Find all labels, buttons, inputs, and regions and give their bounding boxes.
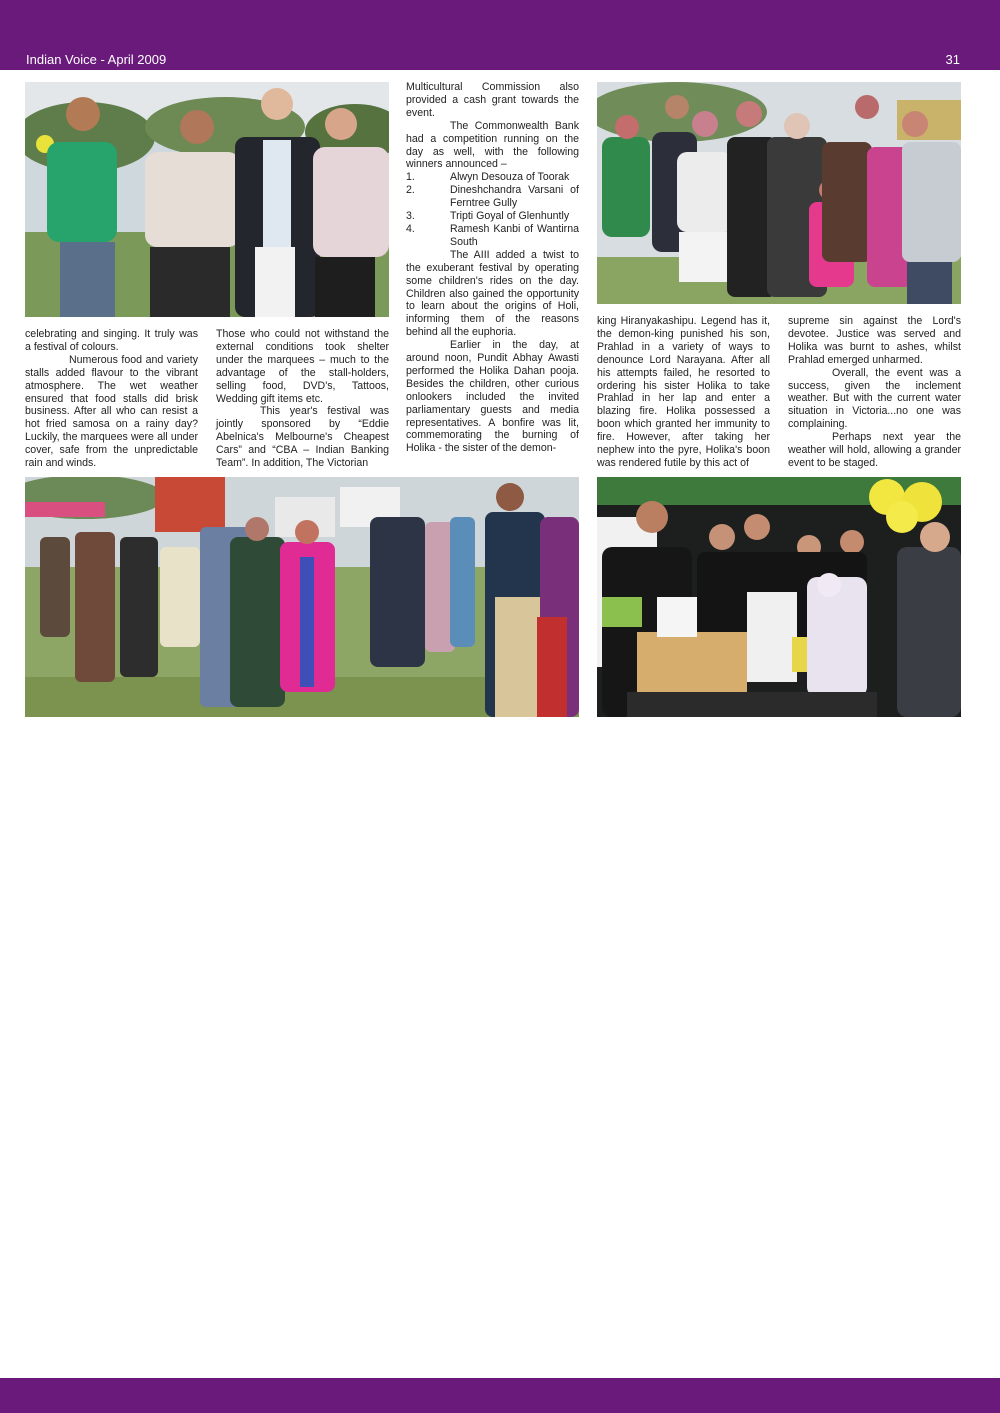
text-column-1 [25,328,198,470]
list-number: 1. [406,171,415,184]
winner-name: Tripti Goyal of Glenhuntly [450,210,570,223]
paragraph: Those who could not withstand the external conditions took shelter under the marquees – much to the advantage of the stall-holders, selling food, DVD's, Tattoos, Wedding gift items etc. [216,328,389,405]
winner-name: Ramesh Kanbi of Wantirna South [450,222,579,248]
photo-bank-stall [597,477,961,717]
photo-dancing-crowd [25,477,579,717]
paragraph: Multicultural Commission also provided a cash grant towards the event. [406,81,579,119]
paragraph: Perhaps next year the weather will hold, allowing a grander event to be staged. [788,431,961,469]
paragraph: The Commonwealth Bank had a competition running on the day as well, with the following winners announced – [406,119,579,171]
list-number: 3. [406,210,415,223]
list-number: 2. [406,184,415,197]
paragraph: supreme sin against the Lord's devotee. Justice was served and Holika was burnt to ashes, whilst Prahlad emerged unharmed. [788,315,961,366]
list-number: 4. [406,222,415,235]
paragraph: king Hiranyakashipu. Legend has it, the demon-king punished his son, Prahlad in a variety of ways to denounce Lord Narayana. After all his attempts failed, he resorted to ordering his sister Holika to take Prahlad in her lap and enter a blazing fire. Holika possessed a boon which granted her immunity to fire. However, after taking her nephew into the pyre, Holika's boon was rendered futile by this act of [597,315,770,469]
text-column-5 [788,315,961,470]
footer-bar [0,1378,1000,1413]
publication-title: Indian Voice - April 2009 [26,52,167,67]
paragraph: Numerous food and variety stalls added flavour to the vibrant atmosphere. The wet weather ensured that food stalls did brisk business. After all who can resist a hot fried samosa on a rainy day? Luckily, the marquees were all under cover, safe from the unpredictable rain and winds. [25,353,198,470]
photo-large-group [597,82,961,304]
winner-name: Alwyn Desouza of Toorak [450,171,570,184]
winner-list-item [406,223,579,249]
text-column-4 [597,315,770,470]
paragraph: Overall, the event was a success, given the inclement weather. But with the current water situation in Victoria...no one was complaining. [788,366,961,431]
paragraph: celebrating and singing. It truly was a festival of colours. [25,328,198,353]
paragraph: This year's festival was jointly sponsored by “Eddie Abelnica's Melbourne's Cheapest Cars” and “CBA – Indian Banking Team”. In addition, The Victorian [216,405,389,470]
winner-name: Dineshchandra Varsani of Ferntree Gully [450,184,579,210]
winner-list-item [406,184,579,210]
winner-list-item [406,210,579,223]
page-number: 31 [945,52,960,67]
text-column-2 [216,328,389,470]
paragraph: Earlier in the day, at around noon, Pundit Abhay Awasti performed the Holika Dahan pooja. Besides the children, other curious onlookers included the invited parliamentary guests and media representatives. A bonfire was lit, commemorating the burning of Holika - the sister of the demon- [406,339,579,455]
winner-list-item [406,171,579,184]
text-column-3 [406,81,579,455]
paragraph: The AIII added a twist to the exuberant festival by operating some children's rides on the day. Children also gained the opportunity to learn about the origins of Holi, informing them of the reasons behind all the euphoria. [406,248,579,339]
photo-group-four [25,82,389,317]
header-bar [0,0,1000,70]
